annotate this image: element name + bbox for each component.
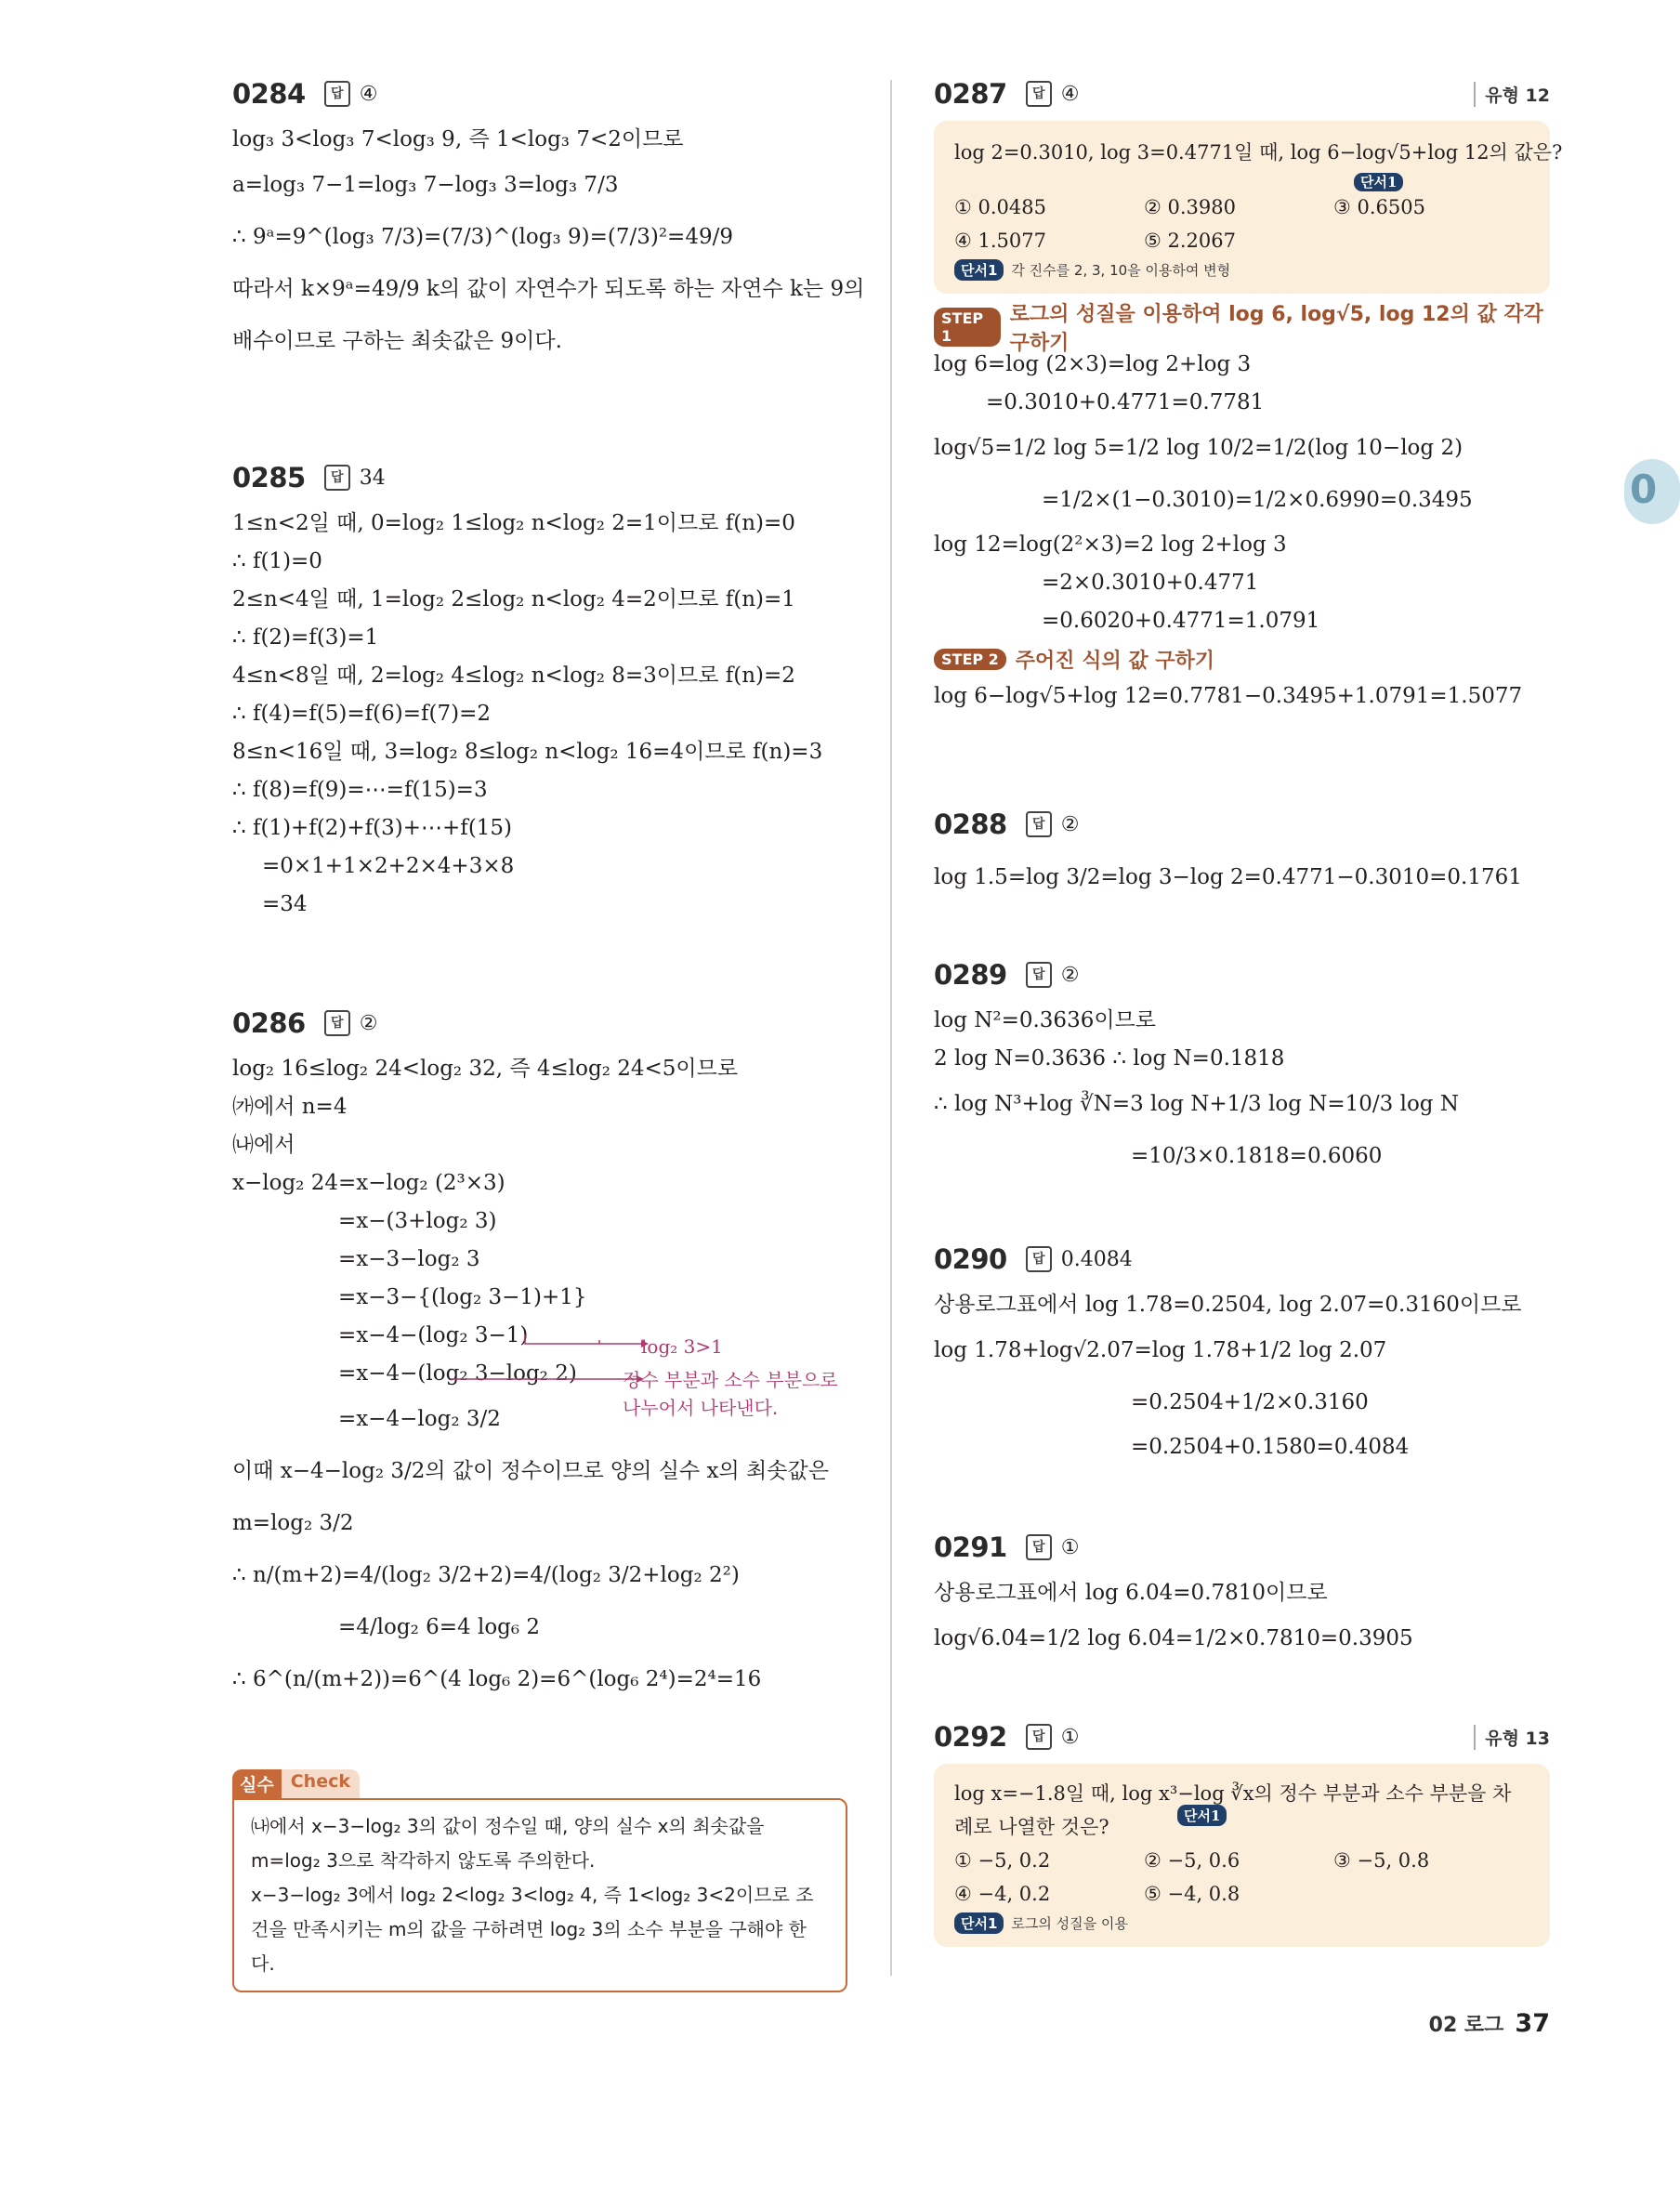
clue-badge: 단서1 xyxy=(1354,173,1403,191)
clue-badge: 단서1 xyxy=(954,259,1004,281)
solution-line: log 6−log√5+log 12=0.7781−0.3495+1.0791=1.5077 xyxy=(934,684,1523,708)
problem-0285 xyxy=(232,456,847,924)
solution-line: =x−3−{(log₂ 3−1)+1} xyxy=(338,1285,587,1309)
problem-number: 0292 xyxy=(934,1721,1007,1753)
problem-0288 xyxy=(934,803,1550,903)
solution-line: log₃ 3<log₃ 7<log₃ 9, 즉 1<log₃ 7<2이므로 xyxy=(232,127,684,151)
type-tag: 유형 12 xyxy=(1474,82,1550,107)
check-line: m=log₂ 3으로 착각하지 않도록 주의한다. xyxy=(251,1849,596,1872)
problem-number: 0288 xyxy=(934,808,1007,840)
answer-badge: 답 xyxy=(1026,1534,1052,1560)
option: ③ −5, 0.8 xyxy=(1333,1849,1430,1872)
solution-line: ∴ 6^(n/(m+2))=6^(4 log₆ 2)=6^(log₆ 2⁴)=2⁴=16 xyxy=(232,1667,762,1691)
solution-line: ㈏에서 xyxy=(232,1133,295,1157)
question-text: 례로 나열한 것은? xyxy=(954,1816,1109,1838)
option: ① −5, 0.2 xyxy=(954,1849,1051,1872)
check-line: x−3−log₂ 3에서 log₂ 2<log₂ 3<log₂ 4, 즉 1<log₂ 3<2이므로 조 xyxy=(251,1884,814,1906)
problem-number: 0286 xyxy=(232,1007,306,1039)
solution-line: log 12=log(2²×3)=2 log 2+log 3 xyxy=(934,532,1287,557)
check-line: ㈏에서 x−3−log₂ 3의 값이 정수일 때, 양의 실수 x의 최솟값을 xyxy=(251,1815,765,1837)
solution-line: =x−3−log₂ 3 xyxy=(338,1247,480,1271)
answer-badge: 답 xyxy=(1026,81,1052,107)
problem-number: 0285 xyxy=(232,462,306,493)
question-text: log 2=0.3010, log 3=0.4771일 때, log 6−log√5+log 12의 값은? xyxy=(954,141,1563,164)
solution-line: 상용로그표에서 log 1.78=0.2504, log 2.07=0.3160이므로 xyxy=(934,1293,1522,1317)
annotation-note: log₂ 3>1 xyxy=(641,1335,723,1358)
type-tag: 유형 13 xyxy=(1474,1725,1550,1750)
solution-line: ∴ f(1)=0 xyxy=(232,549,322,573)
solution-line: a=log₃ 7−1=log₃ 7−log₃ 3=log₃ 7/3 xyxy=(232,173,619,197)
answer-badge: 답 xyxy=(1026,1724,1052,1750)
solution-line: ㈎에서 n=4 xyxy=(232,1095,348,1119)
mistake-check-box xyxy=(232,1769,847,1992)
answer-value: ② xyxy=(359,1011,378,1035)
answer-value: ① xyxy=(1060,1725,1080,1749)
question-box xyxy=(934,121,1563,294)
problem-number: 0290 xyxy=(934,1243,1007,1275)
solution-line: =4/log₂ 6=4 log₆ 2 xyxy=(338,1615,541,1639)
solution-line: 배수이므로 구하는 최솟값은 9이다. xyxy=(232,329,562,353)
solution-line: =0.2504+0.1580=0.4084 xyxy=(1131,1435,1410,1459)
clue-badge: 단서1 xyxy=(954,1912,1004,1934)
option: ② 0.3980 xyxy=(1144,196,1236,218)
question-box xyxy=(934,1764,1550,1947)
page-number: 37 xyxy=(1515,2009,1550,2038)
problem-0292 xyxy=(934,1715,1550,1947)
solution-line: m=log₂ 3/2 xyxy=(232,1511,354,1535)
answer-value: ① xyxy=(1060,1535,1080,1559)
solution-line: log 6=log (2×3)=log 2+log 3 xyxy=(934,352,1252,376)
option: ① 0.0485 xyxy=(954,196,1046,218)
solution-line: log 1.5=log 3/2=log 3−log 2=0.4771−0.3010=0.1761 xyxy=(934,865,1522,889)
answer-badge: 답 xyxy=(1026,962,1052,988)
answer-badge: 답 xyxy=(324,465,350,491)
option: ④ −4, 0.2 xyxy=(954,1883,1051,1905)
solution-line: =34 xyxy=(262,892,308,916)
solution-line: ∴ log N³+log ∛N=3 log N+1/3 log N=10/3 log N xyxy=(934,1092,1459,1116)
answer-badge: 답 xyxy=(324,1010,350,1036)
solution-line: =0.3010+0.4771=0.7781 xyxy=(986,390,1265,414)
solution-line: ∴ f(4)=f(5)=f(6)=f(7)=2 xyxy=(232,702,492,726)
annotation-note: 정수 부분과 소수 부분으로 xyxy=(623,1369,838,1391)
step-badge: STEP 2 xyxy=(934,649,1006,670)
answer-value: ④ xyxy=(1060,82,1080,106)
solution-line: 8≤n<16일 때, 3=log₂ 8≤log₂ n<log₂ 16=4이므로 f(n)=3 xyxy=(232,740,823,764)
question-text: log x=−1.8일 때, log x³−log ∛x의 정수 부분과 소수 부분을 차 xyxy=(954,1782,1512,1805)
solution-line: =0.2504+1/2×0.3160 xyxy=(1131,1390,1369,1414)
problem-0290 xyxy=(934,1238,1550,1466)
problem-0291 xyxy=(934,1526,1550,1664)
answer-value: ② xyxy=(1060,812,1080,836)
check-tab-label: Check xyxy=(282,1769,360,1798)
solution-line: =10/3×0.1818=0.6060 xyxy=(1131,1144,1383,1168)
option: ③ 0.6505 xyxy=(1333,196,1425,218)
problem-number: 0289 xyxy=(934,959,1007,991)
answer-badge: 답 xyxy=(1026,1246,1052,1272)
option: ② −5, 0.6 xyxy=(1144,1849,1240,1872)
problem-number: 0287 xyxy=(934,78,1007,110)
page-footer xyxy=(1429,2009,1550,2038)
solution-line: ∴ n/(m+2)=4/(log₂ 3/2+2)=4/(log₂ 3/2+log₂ 2²) xyxy=(232,1563,740,1587)
option: ⑤ 2.2067 xyxy=(1144,230,1236,252)
solution-line: log N²=0.3636이므로 xyxy=(934,1008,1156,1032)
solution-line: =x−4−log₂ 3/2 xyxy=(338,1407,501,1431)
solution-line: x−log₂ 24=x−log₂ (2³×3) xyxy=(232,1171,505,1195)
solution-line: 1≤n<2일 때, 0=log₂ 1≤log₂ n<log₂ 2=1이므로 f(n)=0 xyxy=(232,511,795,535)
problem-0286 xyxy=(232,1002,847,1975)
solution-line: ∴ 9ᵃ=9^(log₃ 7/3)=(7/3)^(log₃ 9)=(7/3)²=49/9 xyxy=(232,225,733,249)
solution-line: 2 log N=0.3636 ∴ log N=0.1818 xyxy=(934,1046,1285,1071)
clue-text: 로그의 성질을 이용 xyxy=(1011,1915,1128,1932)
solution-line: 이때 x−4−log₂ 3/2의 값이 정수이므로 양의 실수 x의 최솟값은 xyxy=(232,1459,829,1483)
option: ⑤ −4, 0.8 xyxy=(1144,1883,1240,1905)
check-line: 건을 만족시키는 m의 값을 구하려면 log₂ 3의 소수 부분을 구해야 한다. xyxy=(251,1918,807,1975)
solution-line: ∴ f(1)+f(2)+f(3)+⋯+f(15) xyxy=(232,816,513,840)
solution-line: =x−(3+log₂ 3) xyxy=(338,1209,497,1233)
solution-line: 4≤n<8일 때, 2=log₂ 4≤log₂ n<log₂ 8=3이므로 f(n)=2 xyxy=(232,664,795,688)
step-badge: STEP 1 xyxy=(934,308,1001,347)
column-divider xyxy=(890,80,892,1976)
solution-line: =x−4−(log₂ 3−1) xyxy=(338,1323,529,1347)
solution-line: 2≤n<4일 때, 1=log₂ 2≤log₂ n<log₂ 4=2이므로 f(n)=1 xyxy=(232,587,795,611)
option: ④ 1.5077 xyxy=(954,230,1046,252)
solution-line: =2×0.3010+0.4771 xyxy=(1042,571,1259,595)
solution-line: 상용로그표에서 log 6.04=0.7810이므로 xyxy=(934,1581,1328,1605)
problem-0289 xyxy=(934,953,1550,1182)
check-tab-label: 실수 xyxy=(232,1769,282,1798)
chapter-label: 02 로그 xyxy=(1428,2014,1504,2037)
answer-badge: 답 xyxy=(324,81,350,107)
solution-line: log√6.04=1/2 log 6.04=1/2×0.7810=0.3905 xyxy=(934,1626,1413,1650)
problem-0284 xyxy=(232,72,865,367)
answer-badge: 답 xyxy=(1026,811,1052,837)
solution-line: log√5=1/2 log 5=1/2 log 10/2=1/2(log 10−log 2) xyxy=(934,436,1463,460)
annotation-note: 나누어서 나타낸다. xyxy=(623,1397,779,1419)
solution-line: =1/2×(1−0.3010)=1/2×0.6990=0.3495 xyxy=(1042,488,1473,512)
problem-0287 xyxy=(934,72,1563,716)
solution-line: ∴ f(8)=f(9)=⋯=f(15)=3 xyxy=(232,778,488,802)
answer-value: 34 xyxy=(359,466,386,490)
solution-line: =0×1+1×2+2×4+3×8 xyxy=(262,854,515,878)
solution-line: 따라서 k×9ᵃ=49/9 k의 값이 자연수가 되도록 하는 자연수 k는 9의 xyxy=(232,277,865,301)
solution-line: =x−4−(log₂ 3−log₂ 2) xyxy=(338,1361,577,1386)
clue-text: 각 진수를 2, 3, 10을 이용하여 변형 xyxy=(1011,262,1231,279)
problem-number: 0284 xyxy=(232,78,306,110)
solution-line: log₂ 16≤log₂ 24<log₂ 32, 즉 4≤log₂ 24<5이므로 xyxy=(232,1057,739,1081)
problem-number: 0291 xyxy=(934,1531,1007,1563)
step-title: 주어진 식의 값 구하기 xyxy=(1015,649,1215,673)
clue-badge: 단서1 xyxy=(1177,1805,1227,1826)
answer-value: ④ xyxy=(359,82,378,106)
chapter-side-tab-label: 0 xyxy=(1630,467,1658,512)
solution-line: =0.6020+0.4771=1.0791 xyxy=(1042,609,1320,633)
solution-line: ∴ f(2)=f(3)=1 xyxy=(232,625,379,650)
answer-value: ② xyxy=(1060,963,1080,987)
step-title: 로그의 성질을 이용하여 log 6, log√5, log 12의 값 각각 구하기 xyxy=(1009,303,1543,355)
solution-line: log 1.78+log√2.07=log 1.78+1/2 log 2.07 xyxy=(934,1338,1387,1362)
answer-value: 0.4084 xyxy=(1060,1247,1133,1271)
